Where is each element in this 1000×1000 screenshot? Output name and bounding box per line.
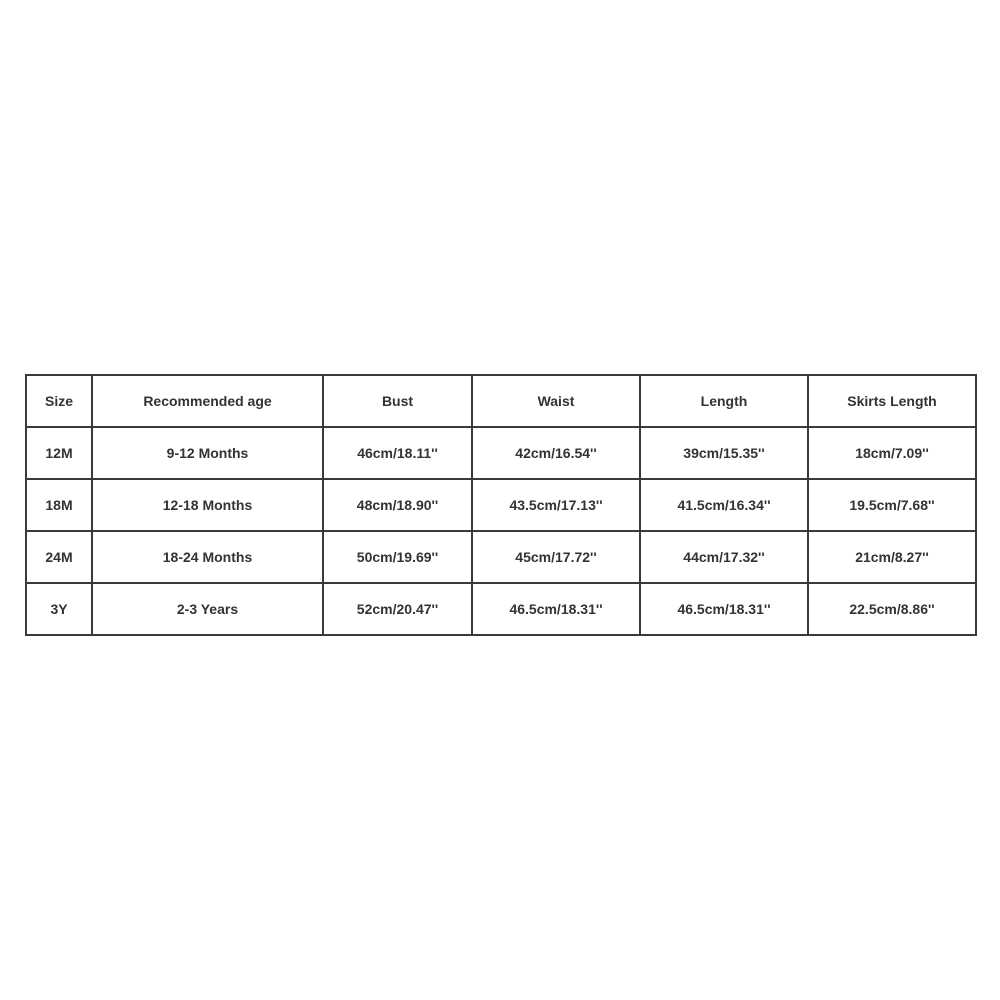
cell-bust: 48cm/18.90'' — [323, 479, 472, 531]
cell-skirts-length: 19.5cm/7.68'' — [808, 479, 976, 531]
cell-length: 44cm/17.32'' — [640, 531, 808, 583]
table-row — [26, 427, 976, 479]
cell-length: 39cm/15.35'' — [640, 427, 808, 479]
cell-recommended-age: 18-24 Months — [92, 531, 323, 583]
table-row — [26, 531, 976, 583]
cell-recommended-age: 12-18 Months — [92, 479, 323, 531]
cell-length: 41.5cm/16.34'' — [640, 479, 808, 531]
cell-skirts-length: 21cm/8.27'' — [808, 531, 976, 583]
header-size: Size — [26, 375, 92, 427]
table-row — [26, 479, 976, 531]
cell-skirts-length: 22.5cm/8.86'' — [808, 583, 976, 635]
header-recommended-age: Recommended age — [92, 375, 323, 427]
cell-size: 12M — [26, 427, 92, 479]
cell-recommended-age: 9-12 Months — [92, 427, 323, 479]
cell-length: 46.5cm/18.31'' — [640, 583, 808, 635]
header-bust: Bust — [323, 375, 472, 427]
size-chart-table — [25, 374, 977, 636]
cell-waist: 45cm/17.72'' — [472, 531, 640, 583]
cell-size: 3Y — [26, 583, 92, 635]
cell-size: 24M — [26, 531, 92, 583]
header-waist: Waist — [472, 375, 640, 427]
table-row — [26, 583, 976, 635]
header-length: Length — [640, 375, 808, 427]
cell-waist: 42cm/16.54'' — [472, 427, 640, 479]
cell-bust: 50cm/19.69'' — [323, 531, 472, 583]
cell-bust: 46cm/18.11'' — [323, 427, 472, 479]
cell-bust: 52cm/20.47'' — [323, 583, 472, 635]
cell-size: 18M — [26, 479, 92, 531]
header-row — [26, 375, 976, 427]
cell-waist: 46.5cm/18.31'' — [472, 583, 640, 635]
cell-recommended-age: 2-3 Years — [92, 583, 323, 635]
header-skirts-length: Skirts Length — [808, 375, 976, 427]
cell-skirts-length: 18cm/7.09'' — [808, 427, 976, 479]
cell-waist: 43.5cm/17.13'' — [472, 479, 640, 531]
